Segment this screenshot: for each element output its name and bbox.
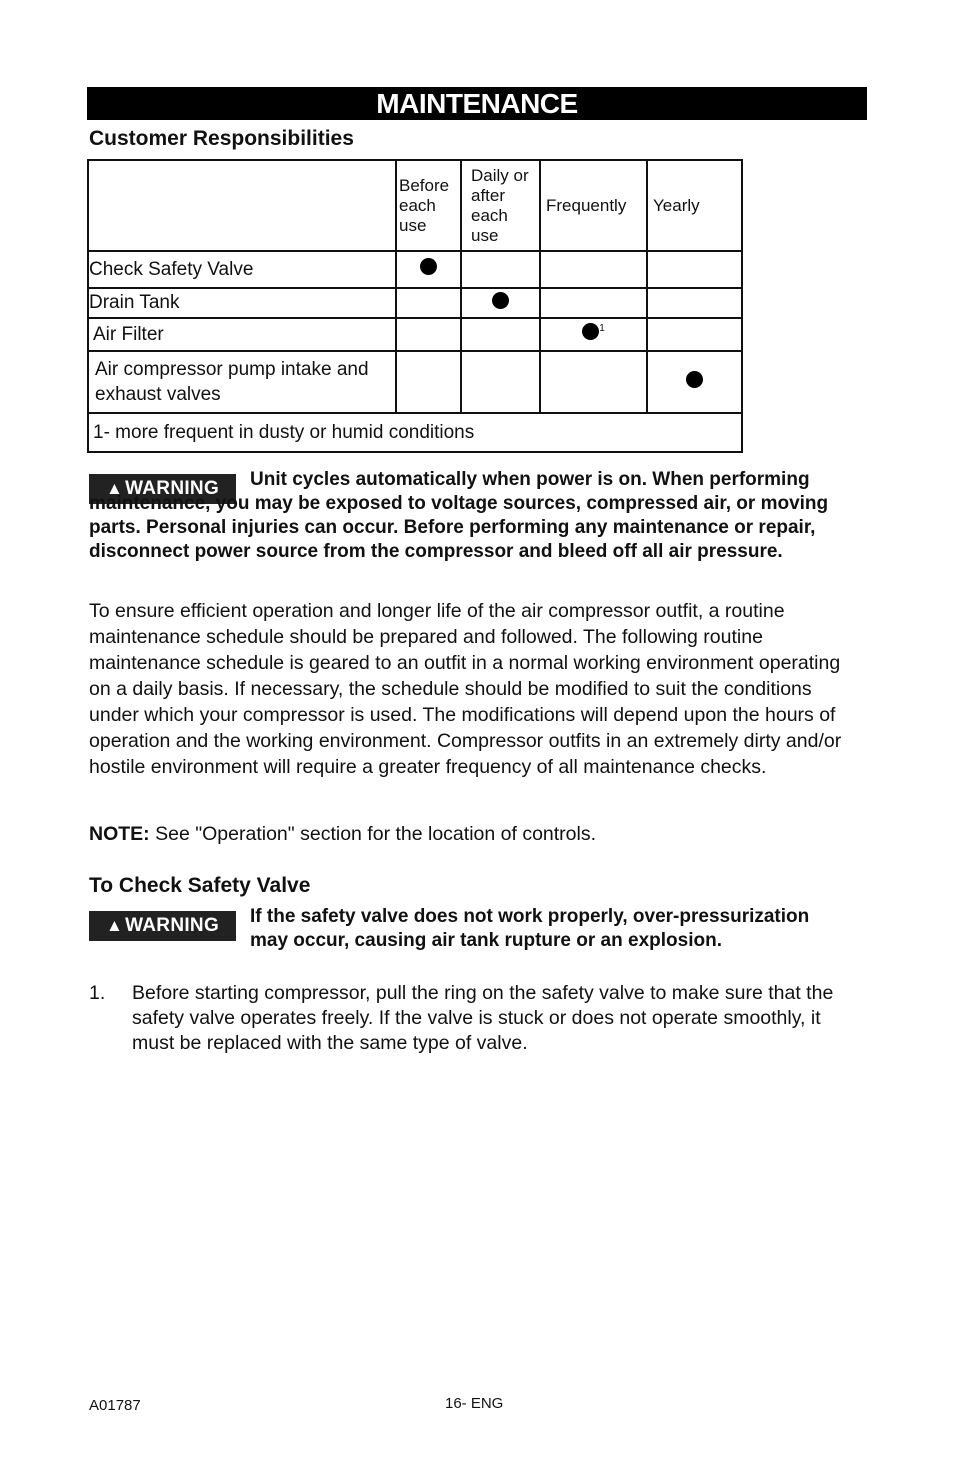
document-code: A01787 <box>89 1397 141 1414</box>
warning-text-safety-valve: If the safety valve does not work properly, over-pressurization may occur, causing air tank rupture or an explosion. <box>250 906 810 951</box>
table-footnote-row <box>88 413 742 452</box>
header-yearly: Yearly <box>647 160 742 251</box>
page-number: 16- ENG <box>445 1395 504 1412</box>
row-item-label: Check Safety Valve <box>88 251 396 288</box>
warning-text-power: Unit cycles automatically when power is on. When performing maintenance, you may be exposed to voltage sources, compressed air, or moving parts. Personal injuries can occur. Before performing any maintenance or repair, disconnect power source from the compressor and bleed off all air pressure. <box>89 469 829 562</box>
warning-label: WARNING <box>125 478 220 499</box>
bullet-dot-icon <box>420 258 437 275</box>
maintenance-schedule-table <box>87 159 743 453</box>
note-text: See "Operation" section for the location of controls. <box>149 823 597 845</box>
step-item <box>89 981 849 1056</box>
row-item-label: Air Filter <box>88 318 396 351</box>
header-frequently: Frequently <box>540 160 647 251</box>
note-paragraph <box>89 821 859 847</box>
note-label: NOTE: <box>89 823 150 845</box>
row-mark-cell <box>461 288 540 318</box>
table-header-blank <box>88 160 396 251</box>
row-mark-cell <box>396 251 461 288</box>
warning-triangle-icon: ▲ <box>105 479 124 498</box>
bullet-dot-icon <box>582 323 599 340</box>
table-footnote: 1- more frequent in dusty or humid conditions <box>88 413 742 452</box>
table-header-row <box>88 160 742 251</box>
footnote-marker: 1 <box>599 323 605 334</box>
row-item-label: Air compressor pump intake and exhaust valves <box>88 351 396 413</box>
warning-label: WARNING <box>125 915 220 936</box>
row-item-label: Drain Tank <box>88 288 396 318</box>
table-row <box>88 318 742 351</box>
maintenance-intro-paragraph: To ensure efficient operation and longer life of the air compressor outfit, a routine maintenance schedule should be prepared and followed. The following routine maintenance schedule is geared to an outfit in a normal working environment operating on a daily basis. If necessary, the schedule should be modified to suit the conditions under which your compressor is used. The modifications will depend upon the hours of operation and the working environment. Compressor outfits in an extremely dirty and/or hostile environment will require a greater frequency of all maintenance checks. <box>89 600 842 778</box>
header-before-each-use: Before each use <box>396 160 461 251</box>
bullet-dot-icon <box>492 292 509 309</box>
subsection-title: To Check Safety Valve <box>89 874 311 897</box>
header-daily: Daily or after each use <box>461 160 540 251</box>
step-text: Before starting compressor, pull the ring on the safety valve to make sure that the safety valve operates freely. If the valve is stuck or does not operate smoothly, it must be replaced with the same type of valve. <box>132 982 834 1054</box>
warning-triangle-icon: ▲ <box>105 916 124 935</box>
table-row <box>88 288 742 318</box>
row-mark-cell <box>647 351 742 413</box>
bullet-dot-icon <box>686 371 703 388</box>
step-number: 1. <box>89 982 106 1004</box>
table-row <box>88 351 742 413</box>
page-title-banner: MAINTENANCE <box>87 87 867 120</box>
section-title: Customer Responsibilities <box>89 127 354 150</box>
row-mark-cell <box>540 318 647 351</box>
table-row <box>88 251 742 288</box>
warning-badge <box>89 911 236 941</box>
